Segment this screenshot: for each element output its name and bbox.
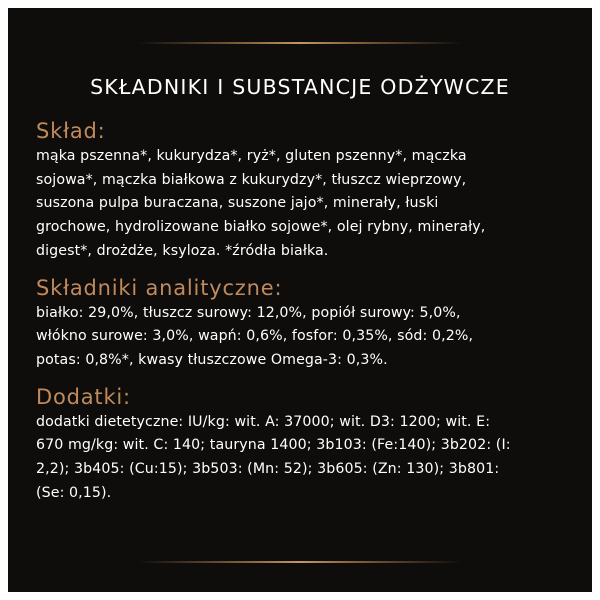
section-additives (36, 384, 576, 506)
section-heading: Skład: (36, 119, 106, 143)
bottom-divider (138, 561, 462, 563)
text-line: 670 mg/kg: wit. C: 140; tauryna 1400; 3b103: (Fe:140); 3b202: (I: (36, 437, 511, 454)
top-divider (138, 42, 462, 44)
text-line: potas: 0,8%*, kwasy tłuszczowe Omega-3: 0,3%. (36, 351, 388, 368)
section-composition (36, 118, 576, 264)
text-line: grochowe, hydrolizowane białko sojowe*, olej rybny, minerały, (36, 219, 486, 236)
page-title: SKŁADNIKI I SUBSTANCJE ODŻYWCZE (90, 75, 510, 99)
text-line: (Se: 0,15). (36, 484, 112, 501)
text-line: digest*, drożdże, ksyloza. *źródła białka. (36, 242, 329, 259)
text-line: dodatki dietetyczne: IU/kg: wit. A: 37000; wit. D3: 1200; wit. E: (36, 413, 491, 430)
text-line: włókno surowe: 3,0%, wapń: 0,6%, fosfor: 0,35%, sód: 0,2%, (36, 328, 474, 345)
content-area (36, 118, 576, 516)
text-line: mąka pszenna*, kukurydza*, ryż*, gluten pszenny*, mączka (36, 148, 467, 164)
text-line: suszona pulpa buraczana, suszone jajo*, minerały, łuski (36, 195, 439, 212)
section-body (36, 411, 576, 506)
text-line: sojowa*, mączka białkowa z kukurydzy*, tłuszcz wieprzowy, (36, 171, 467, 188)
label-panel (8, 8, 592, 592)
section-body (36, 302, 576, 373)
section-analytical (36, 275, 576, 373)
text-line: białko: 29,0%, tłuszcz surowy: 12,0%, popiół surowy: 5,0%, (36, 304, 461, 321)
section-heading: Dodatki: (36, 384, 131, 409)
section-body (36, 145, 576, 264)
section-heading: Składniki analityczne: (36, 275, 283, 300)
text-line: 2,2); 3b405: (Cu:15); 3b503: (Mn: 52); 3b605: (Zn: 130); 3b801: (36, 461, 500, 478)
